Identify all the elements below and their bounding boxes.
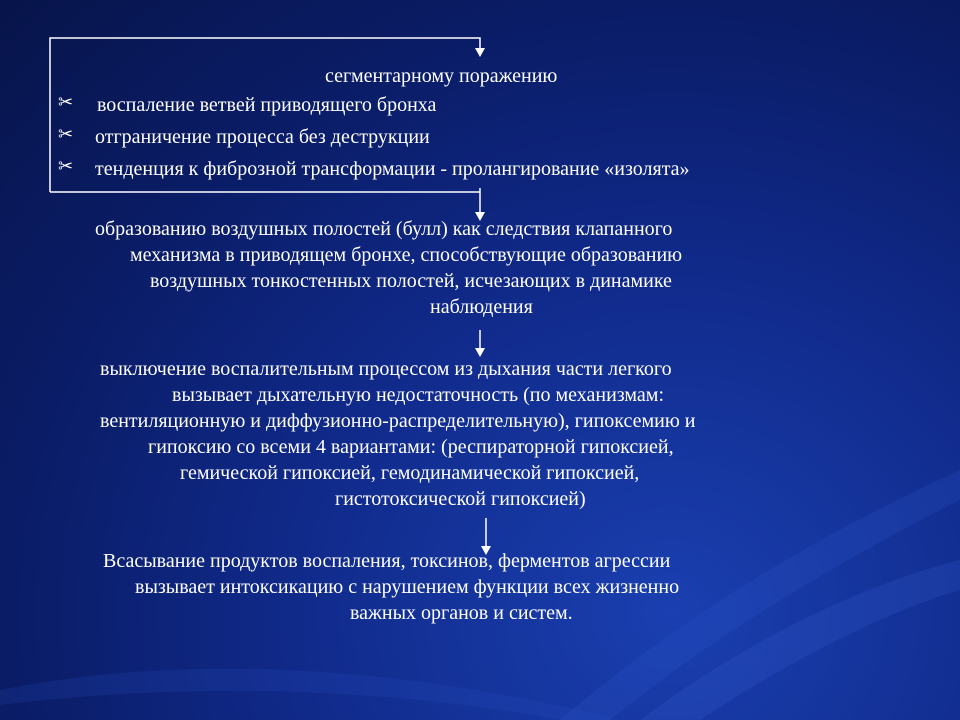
section4-line-3: важных органов и систем. (350, 602, 573, 624)
section2-line-2: механизма в приводящем бронхе, способствующие образованию (130, 244, 683, 266)
section3-line-2: вызывает дыхательную недостаточность (по механизмам: (172, 384, 665, 406)
section2-line-3: воздушных тонкостенных полостей, исчезающих в динамике (150, 270, 672, 292)
scissors-icon: ✂ (58, 124, 74, 144)
scissors-icon: ✂ (58, 156, 74, 176)
section1-bullet-3: тенденция к фиброзной трансформации - пролангирование «изолята» (95, 158, 690, 180)
section4-line-2: вызывает интоксикацию с нарушением функции всех жизненно (135, 576, 680, 598)
section3-line-3: вентиляционную и диффузионно-распределительную), гипоксемию и (100, 410, 696, 432)
scissors-icon: ✂ (58, 92, 74, 112)
section1-bullet-2: отграничение процесса без деструкции (95, 126, 430, 148)
section2-line-4: наблюдения (430, 296, 533, 318)
section3-line-6: гистотоксической гипоксией) (335, 488, 586, 510)
section1-heading: сегментарному поражению (325, 65, 558, 87)
section2-line-1: образованию воздушных полостей (булл) как следствия клапанного (95, 218, 673, 240)
section3-line-5: гемической гипоксией, гемодинамической гипоксией, (180, 462, 640, 484)
section3-line-1: выключение воспалительным процессом из дыхания части легкого (100, 358, 672, 380)
section4-line-1: Всасывание продуктов воспаления, токсинов, ферментов агрессии (103, 550, 671, 572)
section3-line-4: гипоксию со всеми 4 вариантами: (респираторной гипоксией, (148, 436, 674, 458)
section1-bullet-1: воспаление ветвей приводящего бронха (97, 94, 437, 116)
